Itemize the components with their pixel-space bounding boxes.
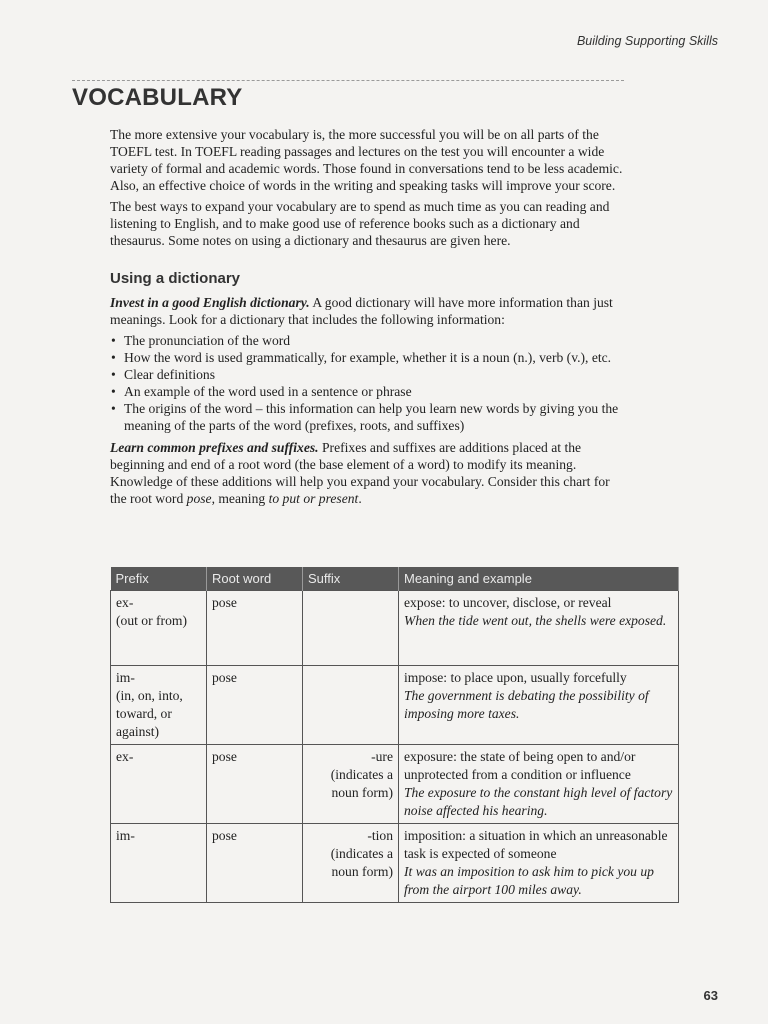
learn-text-1: Prefixes and suffixes are additions placed at the beginning and end of a root word (the base element of a word) to modify its meaning. Knowledge of these additions will help you expand your vocabulary. Consider this chart for the root word	[110, 440, 610, 506]
table-row	[111, 824, 679, 903]
table-row	[111, 745, 679, 824]
cell-meaning	[399, 591, 679, 666]
column-header-meaning: Meaning and example	[399, 567, 679, 591]
meaning-definition: imposition: a situation in which an unreasonable task is expected of someone	[404, 828, 668, 861]
intro-paragraph-1: The more extensive your vocabulary is, the more successful you will be on all parts of the TOEFL test. In TOEFL reading passages and lectures on the test you will encounter a wide variety of formal and academic words. Those found in conversations tend to be less academic. Also, an effective choice of words in the writing and speaking tasks will improve your score.	[110, 127, 623, 193]
column-header-suffix: Suffix	[303, 567, 399, 591]
cell-suffix: -tion (indicates a noun form)	[303, 824, 399, 903]
page-title: VOCABULARY	[72, 84, 243, 111]
cell-prefix: im- (in, on, into, toward, or against)	[111, 666, 207, 745]
meaning-definition: expose: to uncover, disclose, or reveal	[404, 595, 612, 610]
list-item: • Clear definitions	[110, 366, 626, 383]
table-row	[111, 666, 679, 745]
learn-text-2: , meaning	[211, 491, 269, 506]
cell-meaning	[399, 666, 679, 745]
dictionary-features-list	[110, 332, 626, 434]
meaning-example: When the tide went out, the shells were exposed.	[404, 613, 667, 628]
learn-text-3: .	[358, 491, 362, 506]
cell-root: pose	[207, 591, 303, 666]
root-word-emphasis: pose	[186, 491, 212, 506]
list-item: • How the word is used grammatically, for example, whether it is a noun (n.), verb (v.), etc.	[110, 349, 626, 366]
cell-root: pose	[207, 824, 303, 903]
invest-lead: Invest in a good English dictionary.	[110, 295, 310, 310]
running-head: Building Supporting Skills	[576, 34, 718, 48]
title-rule	[72, 80, 624, 81]
section-heading: Using a dictionary	[110, 270, 241, 287]
table-row	[111, 591, 679, 666]
cell-prefix: ex-	[111, 745, 207, 824]
column-header-prefix: Prefix	[111, 567, 207, 591]
cell-root: pose	[207, 666, 303, 745]
list-item: • The pronunciation of the word	[110, 332, 626, 349]
cell-root: pose	[207, 745, 303, 824]
invest-paragraph	[110, 294, 626, 328]
learn-lead: Learn common prefixes and suffixes.	[110, 440, 319, 455]
table-header-row	[111, 567, 679, 591]
cell-suffix	[303, 666, 399, 745]
meaning-example: The government is debating the possibility of imposing more taxes.	[404, 688, 649, 721]
body-content	[110, 126, 626, 511]
list-item: • The origins of the word – this information can help you learn new words by giving you the meaning of the parts of the word (prefixes, roots, and suffixes)	[110, 400, 626, 434]
column-header-root-word: Root word	[207, 567, 303, 591]
prefix-suffix-table	[110, 567, 679, 903]
meaning-example: The exposure to the constant high level of factory noise affected his hearing.	[404, 785, 673, 818]
meaning-emphasis: to put or present	[268, 491, 359, 506]
cell-suffix	[303, 591, 399, 666]
meaning-definition: impose: to place upon, usually forcefully	[404, 670, 627, 685]
cell-meaning	[399, 745, 679, 824]
learn-paragraph	[110, 439, 626, 507]
cell-meaning	[399, 824, 679, 903]
intro-paragraph-2: The best ways to expand your vocabulary are to spend as much time as you can reading and listening to English, and to make good use of reference books such as a dictionary and thesaurus. Some notes on using a dictionary and thesaurus are given here.	[110, 199, 610, 248]
cell-prefix: ex- (out or from)	[111, 591, 207, 666]
meaning-definition: exposure: the state of being open to and/or unprotected from a condition or influence	[404, 749, 636, 782]
meaning-example: It was an imposition to ask him to pick you up from the airport 100 miles away.	[404, 864, 654, 897]
invest-text: A good dictionary will have more information than just meanings. Look for a dictionary that includes the following information:	[110, 295, 613, 327]
list-item: • An example of the word used in a sentence or phrase	[110, 383, 626, 400]
cell-suffix: -ure (indicates a noun form)	[303, 745, 399, 824]
page-number: 63	[703, 988, 718, 1003]
cell-prefix: im-	[111, 824, 207, 903]
